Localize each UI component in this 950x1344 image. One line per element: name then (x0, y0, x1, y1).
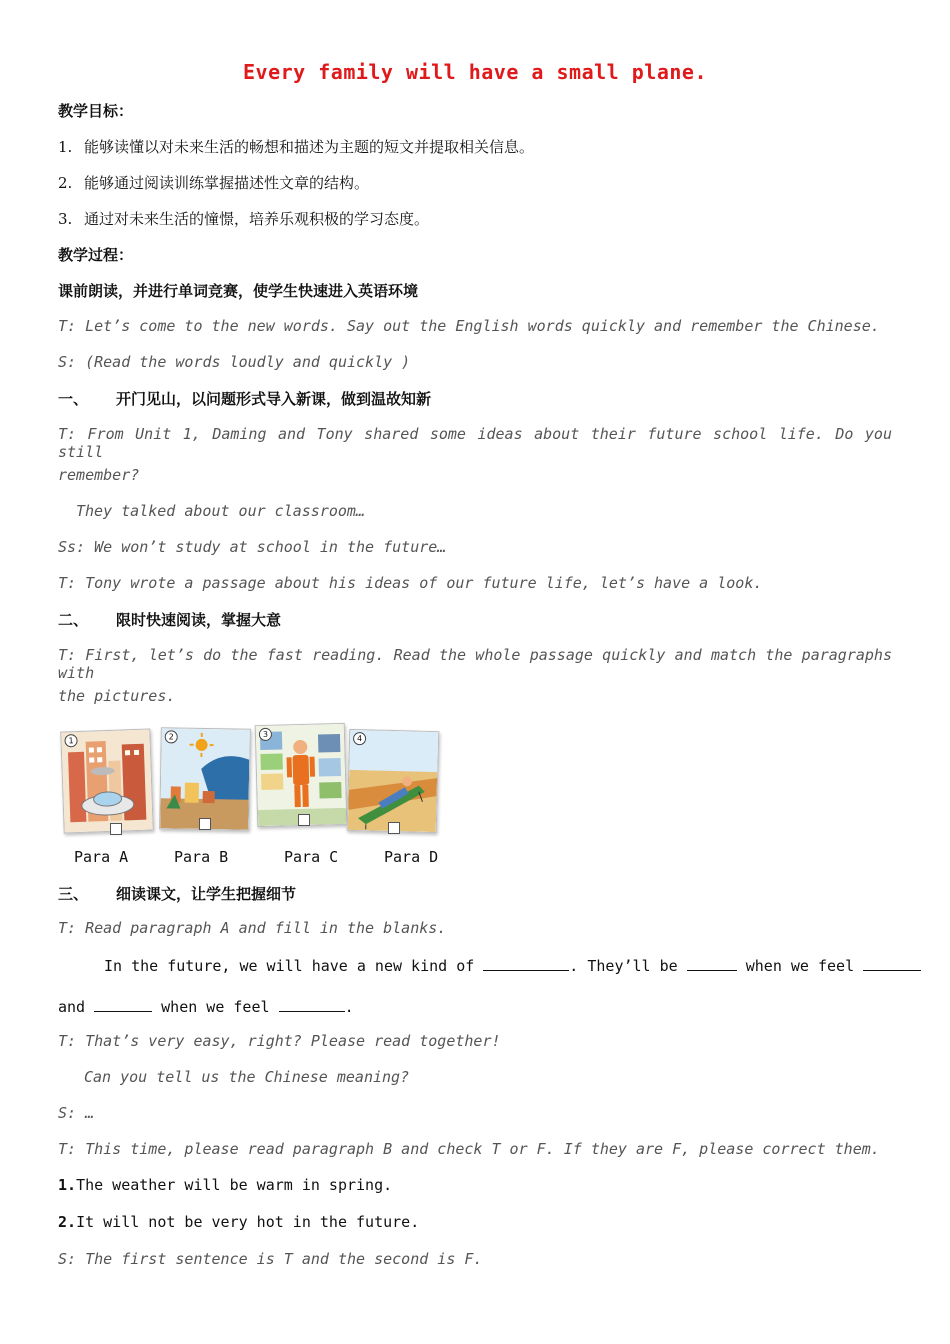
teacher-line: T: Read paragraph A and fill in the blanks. (58, 919, 447, 937)
section-title: 细读课文，让学生把握细节 (116, 885, 297, 903)
sentence-text: In the future, we will have a new kind of (104, 957, 475, 975)
warmup-heading: 课前朗读，并进行单词竞赛，使学生快速进入英语环境 (58, 282, 419, 300)
teacher-line: T: From Unit 1, Daming and Tony shared some ideas about their future school life. Do you still (58, 425, 892, 461)
para-label: Para C (284, 848, 339, 866)
students-line: Ss: We won’t study at school in the future… (58, 538, 447, 556)
sentence-text: when we feel (745, 957, 855, 975)
section-number: 二、 (58, 611, 89, 629)
answer-blank[interactable] (863, 956, 921, 971)
tf-number: 1. (58, 1176, 77, 1194)
tf-text: The weather will be warm in spring. (76, 1176, 393, 1194)
para-label: Para D (384, 848, 439, 866)
sentence-text: . (344, 998, 354, 1016)
goal-item (58, 208, 429, 229)
goals-heading: 教学目标： (58, 102, 134, 120)
picture-3 (255, 723, 348, 827)
sentence-text: . They’ll be (569, 957, 678, 975)
answer-checkbox[interactable] (298, 814, 310, 826)
teacher-line: T: First, let’s do the fast reading. Read the whole passage quickly and match the paragraphs with (58, 646, 892, 682)
tf-item (58, 1213, 419, 1231)
picture-number: 2 (165, 730, 178, 743)
picture-1 (60, 728, 154, 833)
answer-blank[interactable] (94, 997, 152, 1012)
answer-checkbox[interactable] (388, 822, 400, 834)
picture-number: 1 (64, 734, 77, 747)
tf-number: 2. (58, 1213, 77, 1231)
teacher-line-cont: the pictures. (58, 687, 176, 705)
goal-item (58, 136, 534, 157)
para-label: Para A (74, 848, 129, 866)
student-line: S: … (58, 1104, 95, 1122)
teacher-line: T: This time, please read paragraph B and check T or F. If they are F, please correct them. (58, 1140, 880, 1158)
teacher-line: T: That’s very easy, right? Please read together! (58, 1032, 501, 1050)
goal-text: 能够通过阅读训练掌握描述性文章的结构。 (84, 174, 370, 192)
picture-number: 4 (353, 732, 366, 745)
picture-2 (159, 727, 251, 831)
section-heading-3 (58, 883, 296, 904)
relax-chair-icon (348, 730, 439, 832)
sun-storm-icon (160, 728, 250, 830)
teacher-line-cont: They talked about our classroom… (76, 502, 365, 520)
answer-blank[interactable] (279, 997, 345, 1012)
goal-number: 2. (58, 174, 73, 192)
answer-blank[interactable] (687, 956, 737, 971)
fill-blank-sentence-cont (58, 997, 354, 1016)
answer-checkbox[interactable] (110, 823, 122, 835)
teacher-line: T: Tony wrote a passage about his ideas of our future life, let’s have a look. (58, 574, 763, 592)
goal-number: 3. (58, 210, 73, 228)
tf-item (58, 1176, 392, 1194)
picture-number: 3 (259, 728, 272, 741)
section-heading-2 (58, 609, 281, 630)
sentence-text: when we feel (161, 998, 270, 1016)
section-title: 限时快速阅读，掌握大意 (116, 611, 282, 629)
teacher-line-cont: Can you tell us the Chinese meaning? (84, 1068, 410, 1086)
tf-text: It will not be very hot in the future. (76, 1213, 420, 1231)
student-line: S: (Read the words loudly and quickly ) (58, 353, 411, 371)
fill-blank-sentence (104, 956, 921, 975)
goal-text: 通过对未来生活的憧憬，培养乐观积极的学习态度。 (84, 210, 430, 228)
picture-4 (347, 729, 440, 833)
answer-blank[interactable] (483, 956, 569, 971)
para-label: Para B (174, 848, 229, 866)
teacher-line-cont: remember? (58, 466, 140, 484)
page-title: Every family will have a small plane. (242, 60, 708, 84)
answer-checkbox[interactable] (199, 818, 211, 830)
section-number: 一、 (58, 390, 89, 408)
sentence-text: and (58, 998, 86, 1016)
student-line: S: The first sentence is T and the second is F. (58, 1250, 483, 1268)
pictures-strip (60, 722, 440, 840)
teacher-line: T: Let’s come to the new words. Say out the English words quickly and remember the Chinese. (58, 317, 880, 335)
process-heading: 教学过程： (58, 246, 134, 264)
goal-item (58, 172, 369, 193)
section-number: 三、 (58, 885, 89, 903)
section-title: 开门见山，以问题形式导入新课，做到温故知新 (116, 390, 432, 408)
goal-number: 1. (58, 138, 73, 156)
goal-text: 能够读懂以对未来生活的畅想和描述为主题的短文并提取相关信息。 (84, 138, 535, 156)
section-heading-1 (58, 388, 431, 409)
